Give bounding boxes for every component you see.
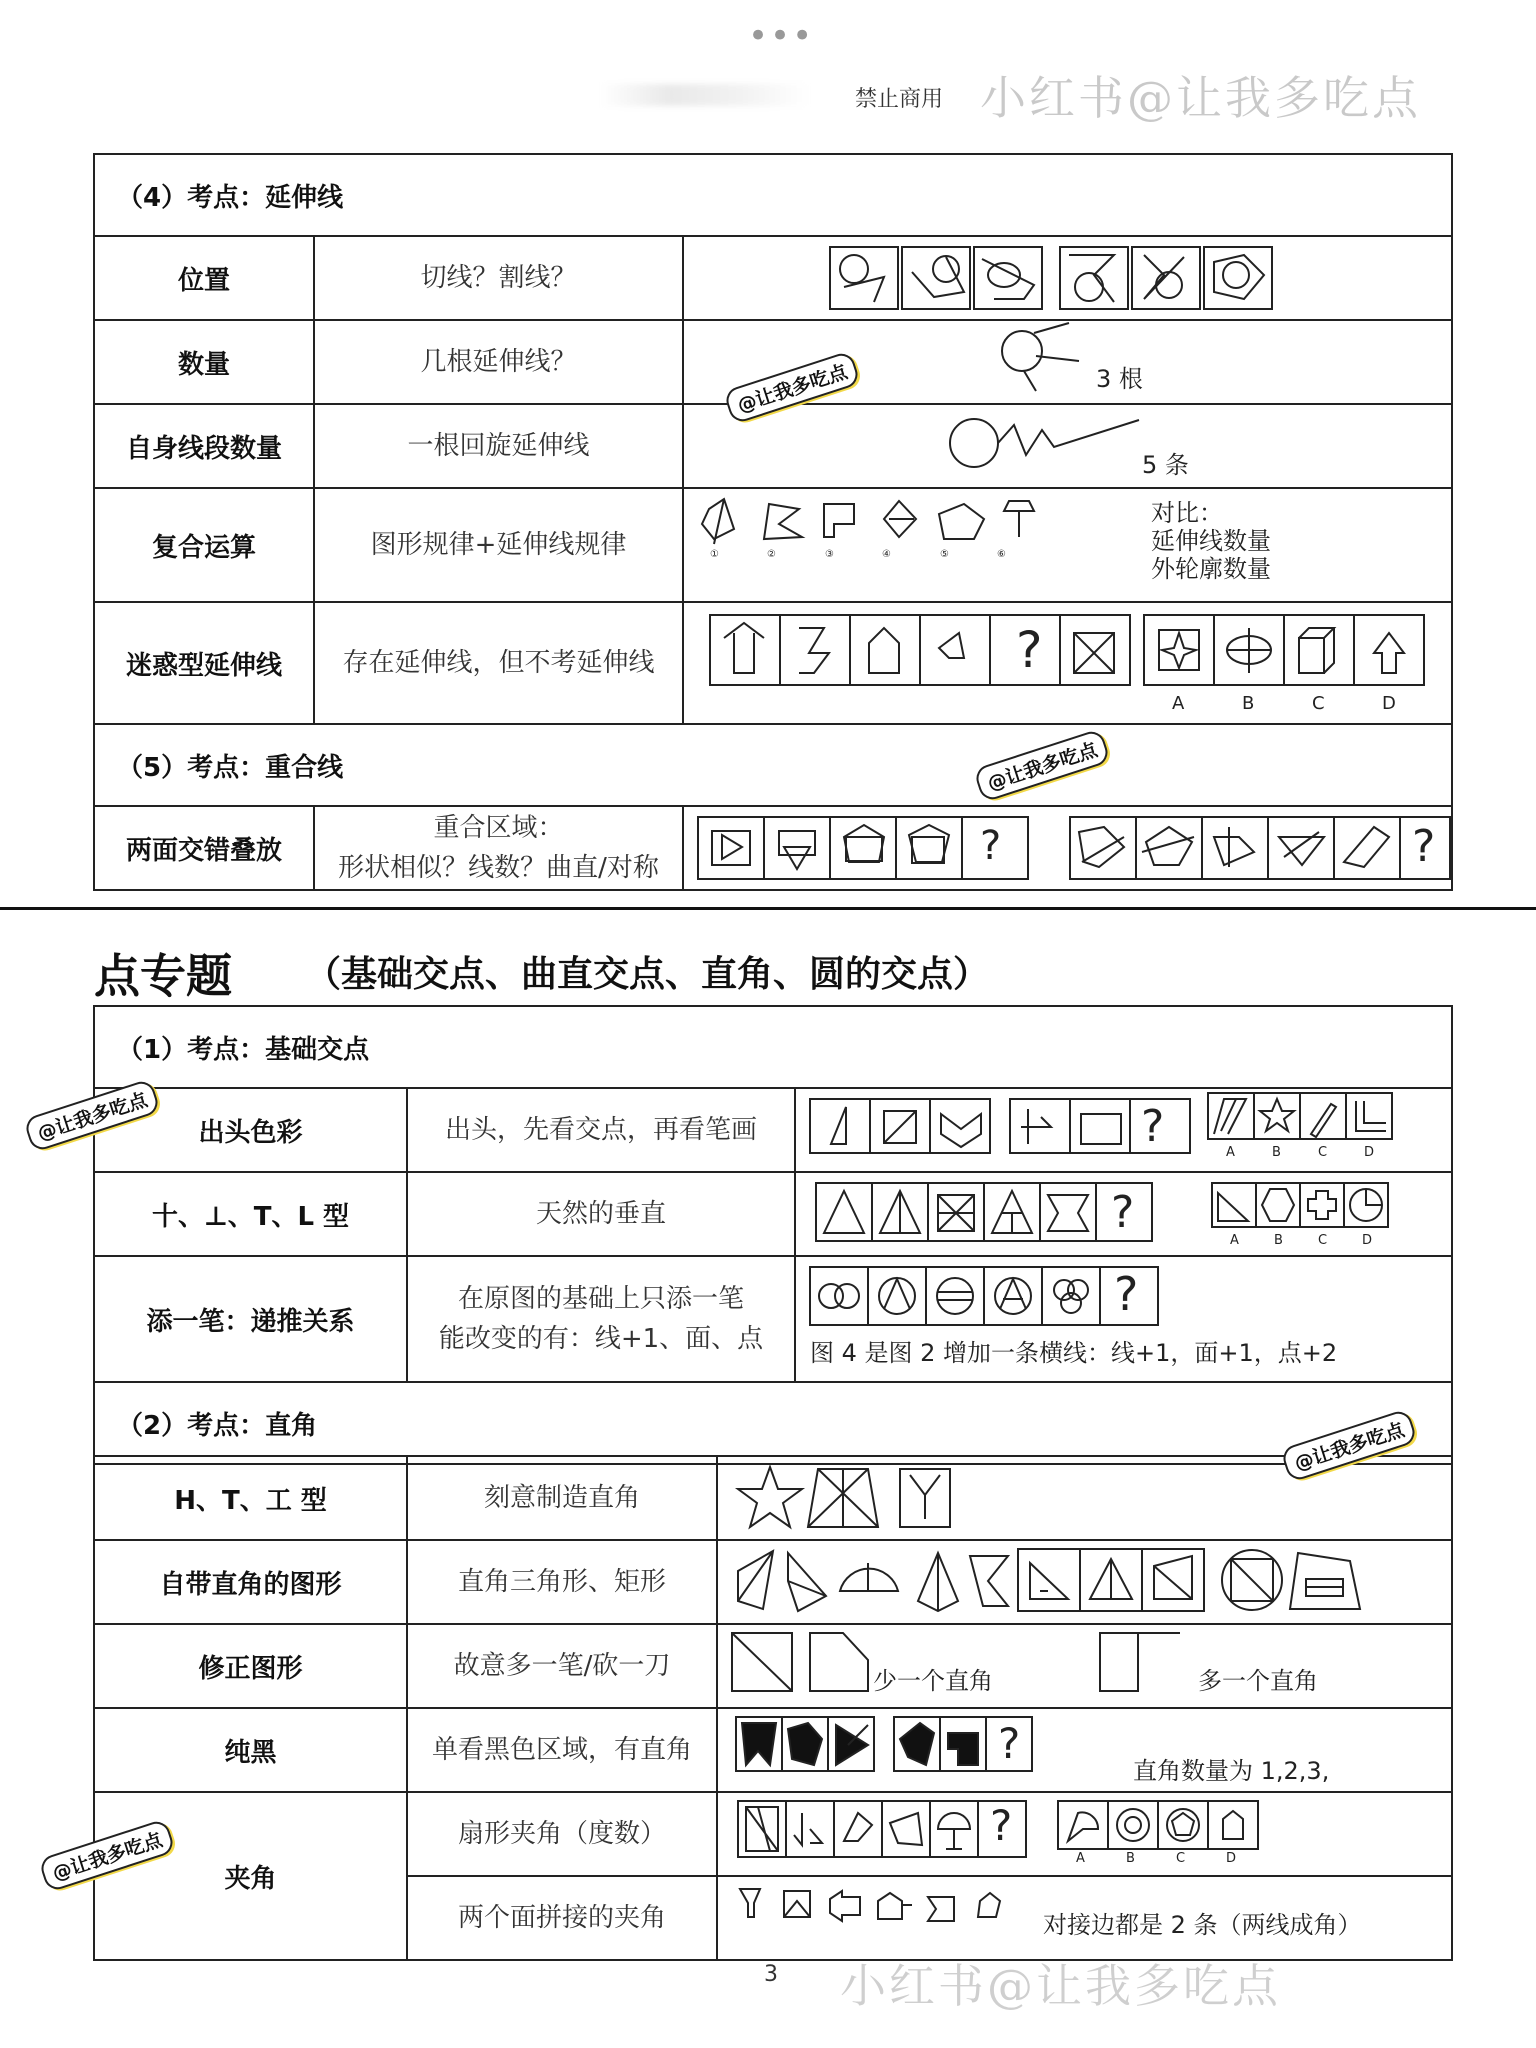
question-mark: ?: [980, 823, 1002, 869]
row-label: 位置: [94, 236, 314, 320]
table-row: [94, 1088, 1452, 1172]
option-c: C: [1312, 693, 1325, 714]
table-row: [94, 1792, 1452, 1876]
table-row: [94, 1256, 1452, 1382]
row-desc: 出头，先看交点，再看笔画: [407, 1088, 795, 1172]
table-row: [94, 806, 1452, 890]
row-label: 修正图形: [94, 1624, 407, 1708]
confusing-extension-figures: [684, 603, 1453, 723]
topic-subtitle: （基础交点、曲直交点、直角、圆的交点）: [305, 954, 990, 995]
row-desc: 扇形夹角（度数）: [407, 1792, 717, 1876]
option-a: A: [1172, 693, 1185, 714]
option-b: B: [1126, 1851, 1135, 1866]
row-desc: 一根回旋延伸线: [314, 404, 683, 488]
table-row: [94, 1172, 1452, 1256]
option-d: D: [1382, 693, 1396, 714]
row-desc: 重合区域： 形状相似？线数？曲直/对称: [314, 806, 683, 890]
tangent-secant-figures: [684, 237, 1453, 319]
watermark-sticker: @让我多吃点: [38, 1818, 176, 1893]
figure-cell: [717, 1708, 1452, 1792]
figure-cell: ① ② ③ ④ ⑤ ⑥ 对比： 延伸线数量 外轮廓数量: [683, 488, 1452, 602]
option-a: A: [1226, 1145, 1235, 1160]
row-label: H、T、工 型: [94, 1456, 407, 1540]
watermark-bottom: 小红书@让我多吃点: [840, 1959, 1281, 2013]
joined-edge-note: 对接边都是 2 条（两线成角）: [1043, 1911, 1362, 1939]
row-desc: 单看黑色区域，有直角: [407, 1708, 717, 1792]
table-extension-lines: [93, 153, 1453, 891]
no-commercial-note: 禁止商用: [855, 87, 944, 112]
row-desc: 切线？割线？: [314, 236, 683, 320]
option-b: B: [1242, 693, 1255, 714]
question-mark-2: ?: [1412, 821, 1436, 872]
composite-figures: [684, 489, 1453, 601]
blurred-header-text: [600, 84, 810, 106]
sector-angle-figures: [718, 1793, 1453, 1875]
option-c: C: [1318, 1145, 1328, 1160]
question-mark: ?: [1114, 1267, 1139, 1321]
table-row: [94, 602, 1452, 724]
option-a: A: [1230, 1233, 1239, 1248]
table-row: [94, 1624, 1452, 1708]
overlap-figures: [684, 807, 1453, 889]
option-d: D: [1226, 1851, 1237, 1866]
row-desc: 几根延伸线？: [314, 320, 683, 404]
row-label: 十、⊥、T、L 型: [94, 1172, 407, 1256]
segment-note: 5 条: [1142, 451, 1189, 479]
row-label: 自身线段数量: [94, 404, 314, 488]
row-desc: 天然的垂直: [407, 1172, 795, 1256]
section-divider: [0, 907, 1536, 910]
option-c: C: [1176, 1851, 1186, 1866]
increment-note: 图 4 是图 2 增加一条横线：线+1，面+1，点+2: [810, 1339, 1338, 1367]
figure-cell: [717, 1876, 1452, 1960]
more-dots-icon[interactable]: •••: [748, 16, 815, 56]
page-number: 3: [764, 1962, 778, 1987]
figure-cell: [795, 1088, 1452, 1172]
figure-cell: [717, 1456, 1452, 1540]
modified-figures: [718, 1625, 1453, 1707]
watermark-sticker: @让我多吃点: [723, 350, 861, 425]
row-desc: 刻意制造直角: [407, 1456, 717, 1540]
figure-cell: [717, 1540, 1452, 1624]
table-row: [94, 1708, 1452, 1792]
table-row: [94, 404, 1452, 488]
figure-cell: [717, 1624, 1452, 1708]
option-b: B: [1272, 1145, 1281, 1160]
watermark-sticker: @让我多吃点: [973, 728, 1111, 803]
black-region-figures: [718, 1709, 1453, 1791]
row-label: 夹角: [94, 1792, 407, 1960]
table-point-topic: [93, 1005, 1453, 1465]
question-mark: ?: [998, 1719, 1021, 1768]
figure-cell: [795, 1256, 1452, 1382]
option-b: B: [1274, 1233, 1283, 1248]
section-4-title: （4）考点：延伸线: [94, 154, 1452, 236]
row-label: 出头色彩: [94, 1088, 407, 1172]
compare-note: 对比： 延伸线数量 外轮廓数量: [1151, 499, 1271, 583]
topic-title: 点专题: [94, 949, 232, 1003]
option-a: A: [1076, 1851, 1085, 1866]
fewer-right-angle-note: 少一个直角: [873, 1667, 993, 1695]
figure-cell: [683, 236, 1452, 320]
figure-cell: [683, 602, 1452, 724]
intersection-figures: [796, 1089, 1453, 1171]
figure-cell: [683, 806, 1452, 890]
built-in-right-angle-figures: [718, 1541, 1453, 1623]
option-d: D: [1362, 1233, 1373, 1248]
question-mark: ?: [1111, 1187, 1135, 1238]
right-angle-count-note: 直角数量为 1,2,3,: [1133, 1757, 1330, 1785]
row-desc: 两个面拼接的夹角: [407, 1876, 717, 1960]
row-label: 纯黑: [94, 1708, 407, 1792]
row-desc: 存在延伸线，但不考延伸线: [314, 602, 683, 724]
row-label: 复合运算: [94, 488, 314, 602]
section-1-title: （1）考点：基础交点: [94, 1006, 1452, 1088]
spiral-extension-figure: [684, 405, 1453, 487]
watermark-sticker: @让我多吃点: [23, 1078, 161, 1153]
watermark-top: 小红书@让我多吃点: [980, 71, 1421, 125]
figure-cell: [795, 1172, 1452, 1256]
section-5-title: （5）考点：重合线: [94, 724, 1452, 806]
table-row: [94, 488, 1452, 602]
table-row: [94, 1456, 1452, 1540]
question-mark: ?: [990, 1801, 1013, 1850]
row-desc: 故意多一笔/砍一刀: [407, 1624, 717, 1708]
figure-cell: [683, 404, 1452, 488]
row-label: 自带直角的图形: [94, 1540, 407, 1624]
row-desc: 在原图的基础上只添一笔 能改变的有：线+1、面、点: [407, 1256, 795, 1382]
section-2-title: （2）考点：直角: [94, 1382, 1452, 1464]
table-row: [94, 236, 1452, 320]
watermark-sticker: @让我多吃点: [1280, 1408, 1418, 1483]
count-note: 3 根: [1096, 365, 1143, 393]
table-row: [94, 1540, 1452, 1624]
option-c: C: [1318, 1233, 1328, 1248]
option-d: D: [1364, 1145, 1375, 1160]
row-label: 数量: [94, 320, 314, 404]
more-right-angle-note: 多一个直角: [1198, 1667, 1318, 1695]
question-mark: ?: [1016, 621, 1043, 679]
table-right-angle: [93, 1455, 1453, 1961]
htl-figures: [718, 1457, 1453, 1539]
row-desc: 图形规律+延伸线规律: [314, 488, 683, 602]
row-label: 迷惑型延伸线: [94, 602, 314, 724]
row-desc: 直角三角形、矩形: [407, 1540, 717, 1624]
row-label: 两面交错叠放: [94, 806, 314, 890]
row-label: 添一笔：递推关系: [94, 1256, 407, 1382]
figure-cell: [717, 1792, 1452, 1876]
question-mark: ?: [1141, 1101, 1165, 1152]
